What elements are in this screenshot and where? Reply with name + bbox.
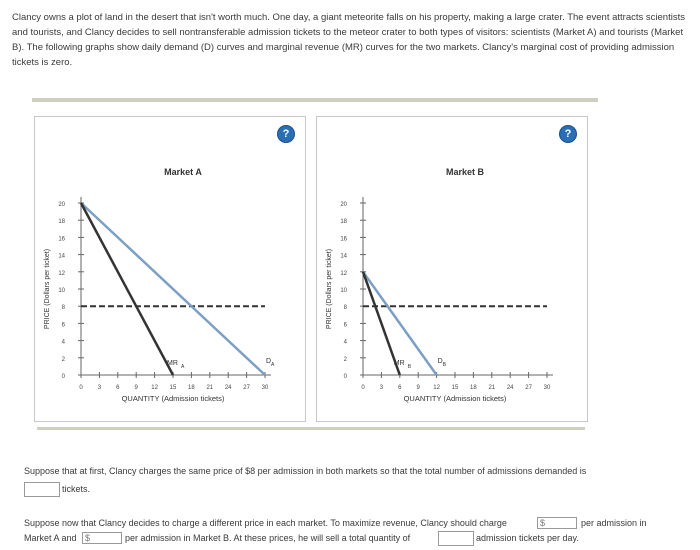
question-2-text-d: per admission in Market B. At these prices, he will sell a total quantity of: [125, 533, 411, 543]
mr-label: MR: [167, 360, 178, 367]
help-icon[interactable]: ?: [277, 125, 295, 143]
mr-label: MR: [393, 360, 405, 367]
y-tick-label: 10: [340, 288, 347, 294]
y-tick-label: 20: [58, 202, 65, 208]
market-a-panel: [34, 116, 306, 422]
x-tick-label: 18: [470, 385, 477, 391]
bottom-divider: [37, 427, 585, 430]
y-tick-label: 16: [340, 236, 347, 243]
mr-label-subscript: A: [181, 364, 185, 370]
question-2-text-e: admission tickets per day.: [476, 533, 579, 543]
x-tick-label: 21: [488, 385, 496, 391]
y-tick-label: 4: [343, 339, 347, 346]
question-2-text-c: Market A and: [24, 533, 77, 543]
x-tick-label: 12: [433, 385, 440, 391]
market-b-chart: [317, 117, 587, 421]
y-tick-label: 8: [343, 305, 347, 312]
x-tick-label: 0: [361, 385, 365, 391]
y-axis-label: PRICE (Dollars per ticket): [44, 248, 51, 330]
x-tick-label: 6: [116, 385, 120, 391]
x-tick-label: 3: [379, 385, 384, 391]
y-tick-label: 16: [58, 236, 65, 243]
y-tick-label: 12: [58, 270, 65, 277]
chart-title: Market B: [445, 167, 485, 177]
x-tick-label: 15: [169, 385, 177, 391]
y-tick-label: 0: [61, 374, 65, 380]
x-tick-label: 24: [224, 385, 232, 391]
market-a-chart: [35, 117, 305, 421]
d-label-subscript: A: [271, 362, 275, 368]
y-tick-label: 18: [340, 219, 347, 226]
x-tick-label: 12: [151, 385, 158, 391]
d-a-line: [81, 203, 265, 375]
x-tick-label: 3: [97, 385, 102, 391]
y-tick-label: 0: [343, 374, 347, 380]
y-axis-label: PRICE (Dollars per ticket): [326, 248, 333, 330]
x-tick-label: 0: [79, 385, 83, 391]
y-tick-label: 12: [340, 270, 347, 277]
y-tick-label: 10: [58, 288, 65, 294]
top-divider: [32, 98, 598, 102]
x-tick-label: 18: [188, 385, 195, 391]
x-tick-label: 30: [543, 385, 551, 391]
x-tick-label: 27: [243, 385, 250, 391]
x-axis-label: QUANTITY (Admission tickets): [121, 394, 225, 403]
price-b-input[interactable]: [82, 532, 122, 544]
y-tick-label: 8: [61, 305, 65, 312]
x-axis-label: QUANTITY (Admission tickets): [403, 394, 507, 403]
intro-paragraph: Clancy owns a plot of land in the desert that isn't worth much. One day, a giant meteorite falls on his property, making a large crater. The event attracts scientists and tourists, and Clancy decides to sell nontransferable admission tickets to the meteor crater to both types of visitors: scientists (Market A) and tourists (Market B). The following graphs show daily demand (D) curves and marginal revenue (MR) curves for the two markets. Clancy's marginal cost of providing admission tickets is zero.: [12, 12, 685, 68]
d-label: D: [437, 358, 443, 365]
x-tick-label: 15: [451, 385, 459, 391]
y-tick-label: 20: [340, 202, 347, 208]
question-2-text-a: Suppose now that Clancy decides to charge a different price in each market. To maximize revenue, Clancy should charge: [24, 518, 507, 528]
chart-title: Market A: [164, 167, 202, 177]
price-a-input[interactable]: [537, 517, 577, 529]
y-tick-label: 14: [58, 253, 65, 260]
market-b-panel: [316, 116, 588, 422]
d-label-subscript: B: [442, 362, 446, 368]
mr-a-line: [81, 203, 173, 375]
y-tick-label: 2: [61, 356, 65, 363]
dollar-sign: $: [540, 518, 546, 528]
y-tick-label: 2: [343, 356, 347, 363]
question-1-text: Suppose that at first, Clancy charges the same price of $8 per admission in both markets so that the total number of admissions demanded is: [24, 466, 587, 476]
x-tick-label: 27: [525, 385, 532, 391]
question-1-suffix: tickets.: [62, 484, 91, 494]
x-tick-label: 30: [261, 385, 269, 391]
x-tick-label: 9: [134, 385, 138, 391]
y-tick-label: 18: [58, 219, 65, 226]
mr-label-subscript: B: [407, 364, 412, 370]
d-label: D: [266, 358, 272, 365]
x-tick-label: 21: [206, 385, 214, 391]
help-icon[interactable]: ?: [559, 125, 577, 143]
x-tick-label: 6: [398, 385, 402, 391]
x-tick-label: 9: [416, 385, 420, 391]
dollar-sign: $: [85, 533, 91, 543]
y-tick-label: 6: [61, 322, 65, 329]
question-2-text-b: per admission in: [581, 518, 647, 528]
y-tick-label: 14: [340, 253, 347, 260]
x-tick-label: 24: [506, 385, 514, 391]
quantity-sold-input[interactable]: [438, 531, 474, 546]
y-tick-label: 4: [61, 339, 65, 346]
total-quantity-input[interactable]: [24, 482, 60, 497]
y-tick-label: 6: [343, 322, 347, 329]
